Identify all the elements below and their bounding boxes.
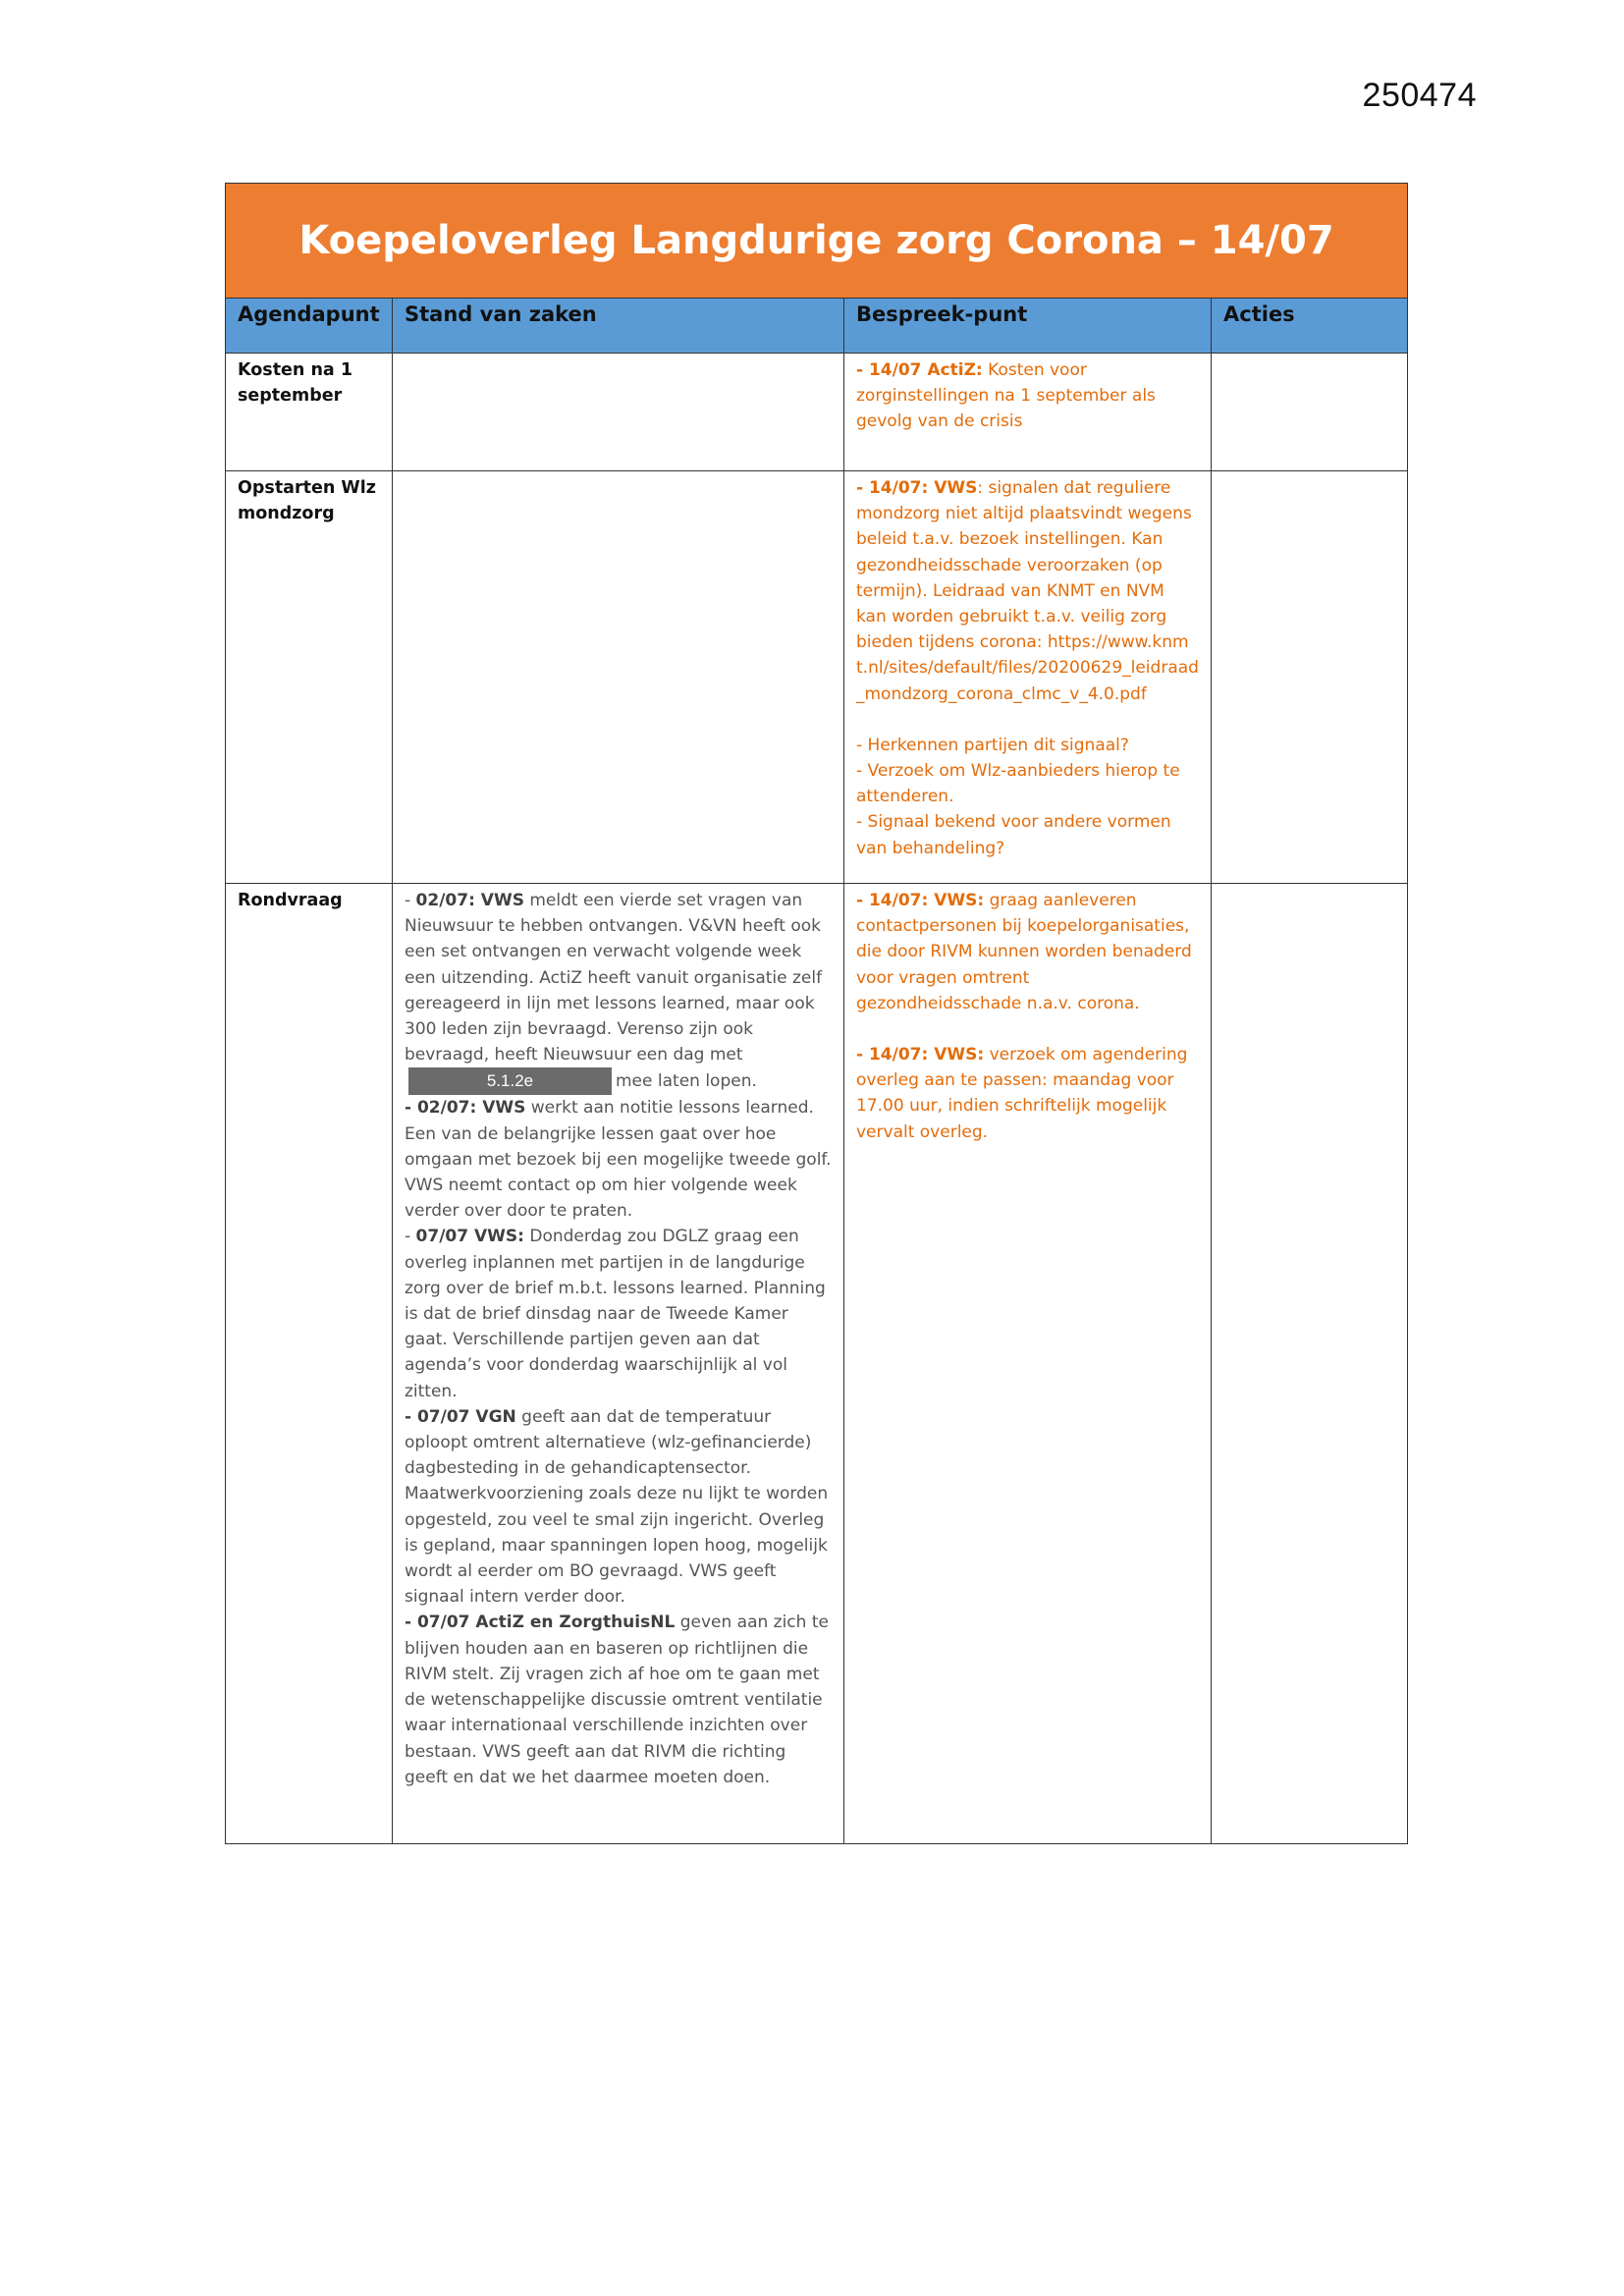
agenda-cell: Opstarten Wlz mondzorg — [226, 471, 393, 884]
bespreek-point: - Signaal bekend voor andere vormen van behandeling? — [856, 812, 1171, 858]
stand-item — [405, 1610, 832, 1789]
header-acties: Acties — [1212, 299, 1408, 354]
document-id: 250474 — [1362, 77, 1477, 114]
bespreek-cell — [844, 471, 1212, 884]
stand-item-text-after: mee laten lopen. — [616, 1071, 757, 1092]
stand-item-text: geeft aan dat de temperatuur oploopt omtrent alternatieve (wlz-gefinancierde) dagbesteding in de gehandicaptensector. Maatwerkvoorziening zoals deze nu lijkt te worden opgesteld, zou veel te smal zijn ingericht. Overleg is gepland, maar spanningen lopen hoog, mogelijk wordt al eerder om BO gevraagd. VWS geeft signaal intern verder door. — [405, 1406, 829, 1608]
header-stand-van-zaken: Stand van zaken — [393, 299, 844, 354]
table-row — [226, 471, 1408, 884]
stand-item-lead: - 07/07 VGN — [405, 1406, 516, 1427]
acties-cell — [1212, 471, 1408, 884]
agenda-cell: Rondvraag — [226, 884, 393, 1844]
stand-item-lead: 02/07: VWS — [415, 891, 524, 910]
agenda-cell: Kosten na 1 september — [226, 354, 393, 471]
bespreek-item-text: verzoek om agendering overleg aan te passen: maandag voor 17.00 uur, indien schriftelijk mogelijk vervalt overleg. — [856, 1045, 1188, 1142]
table-row — [226, 884, 1408, 1844]
bespreek-point: - Herkennen partijen dit signaal? — [856, 735, 1129, 755]
table-row — [226, 354, 1408, 471]
stand-item — [405, 1095, 832, 1224]
stand-cell — [393, 884, 844, 1844]
stand-item — [405, 1404, 832, 1611]
stand-item — [405, 1224, 832, 1403]
header-agendapunt: Agendapunt — [226, 299, 393, 354]
acties-cell — [1212, 884, 1408, 1844]
bespreek-item-lead: - 14/07: VWS — [856, 478, 978, 498]
header-row — [226, 299, 1408, 354]
stand-cell — [393, 354, 844, 471]
stand-item-lead: - 07/07 ActiZ en ZorgthuisNL — [405, 1613, 676, 1633]
bespreek-item-lead: - 14/07: VWS: — [856, 1045, 985, 1066]
stand-item-prefix: - — [405, 891, 416, 910]
meeting-table-container — [225, 183, 1407, 1844]
stand-item-prefix: - — [405, 1227, 416, 1247]
bespreek-item-lead: - 14/07: VWS: — [856, 891, 985, 910]
stand-item-text: werkt aan notitie lessons learned. Een van de belangrijke lessen gaat over hoe omgaan met bezoek bij een mogelijke tweede golf. VWS neemt contact op om hier volgende week verder over door te praten. — [405, 1098, 832, 1222]
bespreek-item — [856, 475, 1199, 707]
redaction-box: 5.1.2e — [408, 1067, 612, 1095]
bespreek-cell — [844, 354, 1212, 471]
bespreek-item — [856, 1042, 1199, 1145]
table-title: Koepeloverleg Langdurige zorg Corona – 14/07 — [226, 184, 1408, 299]
leidraad-url: https://www.knmt.nl/sites/default/files/20200629_leidraad_mondzorg_corona_clmc_v_4.0.pdf — [856, 632, 1199, 704]
stand-item-text: meldt een vierde set vragen van Nieuwsuur te hebben ontvangen. V&VN heeft ook een set ontvangen en verwacht volgende week een uitzending. ActiZ heeft vanuit organisatie zelf gereageerd in lijn met lessons learned, maar ook 300 leden zijn bevraagd. Verenso zijn ook bevraagd, heeft Nieuwsuur een dag met — [405, 891, 823, 1066]
stand-item-text: Donderdag zou DGLZ graag een overleg inplannen met partijen in de langdurige zorg over de brief m.b.t. lessons learned. Planning is dat de brief dinsdag naar de Tweede Kamer gaat. Verschillende partijen geven aan dat agenda’s voor donderdag waarschijnlijk al vol zitten. — [405, 1227, 826, 1401]
stand-item-lead: 07/07 VWS: — [415, 1227, 524, 1247]
bespreek-item-text: : signalen dat reguliere mondzorg niet altijd plaatsvindt wegens beleid t.a.v. bezoek instellingen. Kan gezondheidsschade veroorzaken (op termijn). Leidraad van KNMT en NVM kan worden gebruikt t.a.v. veilig zorg bieden tijdens corona: — [856, 478, 1192, 653]
bespreek-item-lead: - 14/07 ActiZ: — [856, 360, 983, 380]
bespreek-item — [856, 357, 1199, 435]
acties-cell — [1212, 354, 1408, 471]
stand-item-text: geven aan zich te blijven houden aan en baseren op richtlijnen die RIVM stelt. Zij vragen zich af hoe om te gaan met de wetenschappelijke discussie omtrent ventilatie waar internationaal verschillende inzichten over bestaan. VWS geeft aan dat RIVM die richting geeft en dat we het daarmee moeten doen. — [405, 1613, 829, 1787]
stand-cell — [393, 471, 844, 884]
meeting-table — [225, 183, 1408, 1844]
bespreek-item — [856, 888, 1199, 1016]
bespreek-point: - Verzoek om Wlz-aanbieders hierop te attenderen. — [856, 761, 1180, 807]
bespreek-item-text: graag aanleveren contactpersonen bij koepelorganisaties, die door RIVM kunnen worden benaderd voor vragen omtrent gezondheidsschade n.a.v. corona. — [856, 891, 1192, 1013]
stand-item — [405, 888, 832, 1095]
stand-item-lead: - 02/07: VWS — [405, 1098, 526, 1119]
bespreek-cell — [844, 884, 1212, 1844]
header-bespreek-punt: Bespreek-punt — [844, 299, 1212, 354]
bespreek-item-text: Kosten voor zorginstellingen na 1 september als gevolg van de crisis — [856, 360, 1156, 432]
